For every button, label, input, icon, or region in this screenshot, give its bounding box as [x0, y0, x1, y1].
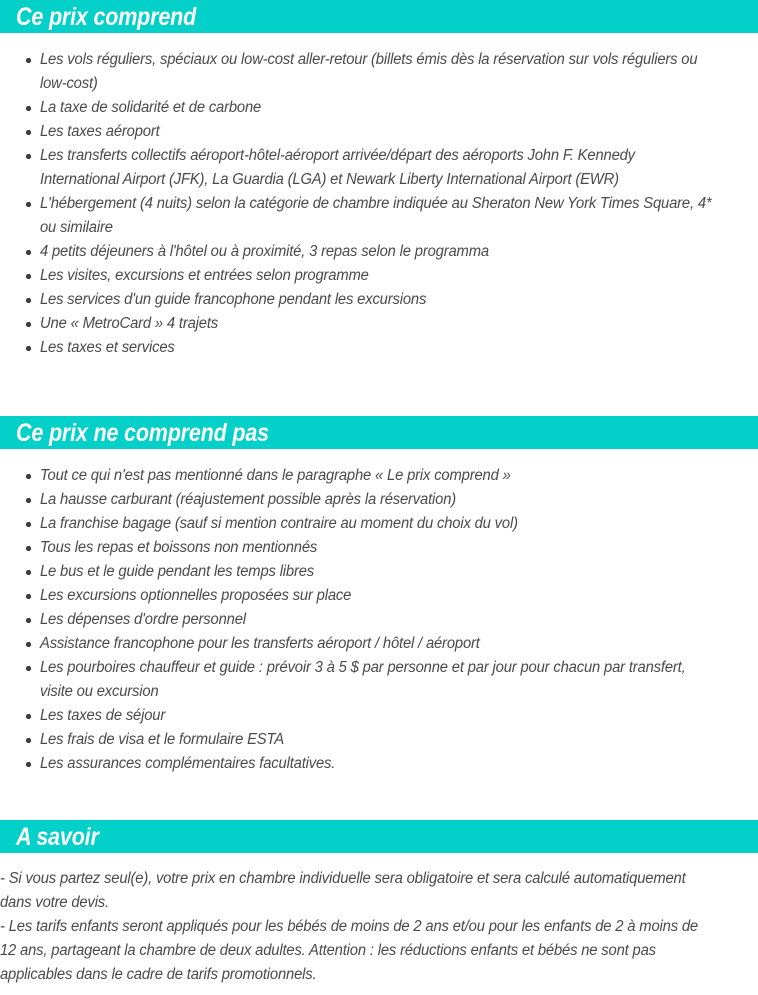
list-item [0, 120, 758, 144]
list-item-label: Les transferts collectifs aéroport-hôtel-aéroport arrivée/départ des aéroports John F. Kennedy International Airport (JFK), La Guardia (LGA) et Newark Liberty International Airport (EWR) [40, 147, 635, 188]
section-title-not-included: Ce prix ne comprend pas [16, 418, 269, 447]
list-item-label: Les excursions optionnelles proposées sur place [40, 587, 352, 604]
bullet-icon [26, 322, 31, 327]
list-item-label: Les assurances complémentaires facultatives. [40, 755, 336, 772]
bullet-icon [26, 106, 31, 111]
section-gap [0, 776, 758, 820]
not-included-list [0, 464, 758, 776]
section-title-included: Ce prix comprend [16, 2, 197, 31]
list-item-label: Les services d'un guide francophone pendant les excursions [40, 291, 427, 308]
list-item-label: L'hébergement (4 nuits) selon la catégorie de chambre indiquée au Sheraton New York Times Square, 4* ou similaire [40, 195, 712, 236]
bullet-icon [26, 154, 31, 159]
list-item [0, 144, 758, 192]
list-item-label: Les taxes et services [40, 339, 175, 356]
list-item-label: Les taxes aéroport [40, 123, 160, 140]
list-item-label: Les pourboires chauffeur et guide : prévoir 3 à 5 $ par personne et par jour pour chacun par transfert, visite ou excursion [40, 659, 686, 700]
bullet-icon [26, 762, 31, 767]
list-item [0, 464, 758, 488]
bullet-icon [26, 714, 31, 719]
list-item [0, 264, 758, 288]
list-item-label: La franchise bagage (sauf si mention contraire au moment du choix du vol) [40, 515, 518, 532]
list-item [0, 312, 758, 336]
list-item-label: Les vols réguliers, spéciaux ou low-cost aller-retour (billets émis dès la réservation sur vols réguliers ou low-cost) [40, 51, 698, 92]
list-item [0, 536, 758, 560]
section-gap [0, 360, 758, 416]
bullet-icon [26, 274, 31, 279]
bullet-icon [26, 298, 31, 303]
section-title-good-to-know: A savoir [16, 822, 99, 851]
bullet-icon [26, 58, 31, 63]
bullet-icon [26, 618, 31, 623]
list-item [0, 752, 758, 776]
list-item-label: La taxe de solidarité et de carbone [40, 99, 262, 116]
section-body-included [0, 33, 758, 360]
list-item-label: Tous les repas et boissons non mentionnés [40, 539, 318, 556]
list-item-label: Les dépenses d'ordre personnel [40, 611, 246, 628]
section-header-included [0, 0, 758, 33]
list-item-label: Tout ce qui n'est pas mentionné dans le paragraphe « Le prix comprend » [40, 467, 511, 484]
list-item [0, 704, 758, 728]
list-item [0, 728, 758, 752]
list-item-label: Les frais de visa et le formulaire ESTA [40, 731, 284, 748]
list-item-label: Les taxes de séjour [40, 707, 166, 724]
note-paragraph [0, 915, 744, 987]
list-item [0, 656, 758, 704]
section-header-good-to-know [0, 820, 758, 853]
list-item [0, 240, 758, 264]
list-item [0, 192, 758, 240]
list-item-label: Les visites, excursions et entrées selon programme [40, 267, 369, 284]
list-item [0, 584, 758, 608]
bullet-icon [26, 738, 31, 743]
bullet-icon [26, 130, 31, 135]
bullet-icon [26, 522, 31, 527]
list-item-label: Le bus et le guide pendant les temps libres [40, 563, 315, 580]
bullet-icon [26, 594, 31, 599]
bullet-icon [26, 250, 31, 255]
list-item-label: 4 petits déjeuners à l'hôtel ou à proximité, 3 repas selon le programma [40, 243, 489, 260]
bullet-icon [26, 570, 31, 575]
note-paragraph-text: - Les tarifs enfants seront appliqués pour les bébés de moins de 2 ans et/ou pour les enfants de 2 à moins de 12 ans, partageant la chambre de deux adultes. Attention : les réductions enfants et bébés ne sont pas applicables dans le cadre de tarifs promotionnels. [0, 918, 698, 983]
list-item [0, 48, 758, 96]
note-paragraph [0, 867, 744, 915]
list-item [0, 96, 758, 120]
list-item [0, 336, 758, 360]
section-header-not-included [0, 416, 758, 449]
list-item [0, 632, 758, 656]
bullet-icon [26, 346, 31, 351]
section-body-not-included [0, 449, 758, 776]
list-item [0, 512, 758, 536]
list-item-label: Une « MetroCard » 4 trajets [40, 315, 219, 332]
bullet-icon [26, 666, 31, 671]
included-list [0, 48, 758, 360]
bullet-icon [26, 202, 31, 207]
list-item [0, 288, 758, 312]
list-item [0, 560, 758, 584]
list-item [0, 488, 758, 512]
bullet-icon [26, 546, 31, 551]
list-item-label: La hausse carburant (réajustement possible après la réservation) [40, 491, 457, 508]
bullet-icon [26, 642, 31, 647]
list-item-label: Assistance francophone pour les transferts aéroport / hôtel / aéroport [40, 635, 480, 652]
list-item [0, 608, 758, 632]
note-paragraph-text: - Si vous partez seul(e), votre prix en chambre individuelle sera obligatoire et sera calculé automatiquement dans votre devis. [0, 870, 686, 911]
bullet-icon [26, 498, 31, 503]
bullet-icon [26, 474, 31, 479]
section-body-good-to-know [0, 853, 758, 987]
